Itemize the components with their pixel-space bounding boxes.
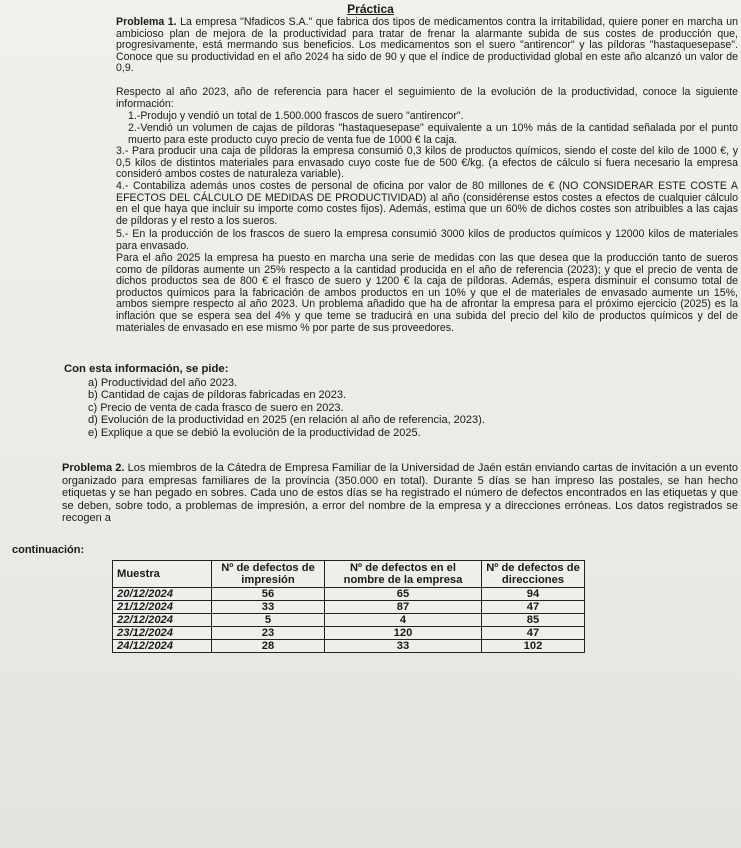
table-row — [113, 601, 585, 614]
problem-2-intro — [62, 462, 738, 525]
question-e: e) Explique a que se debió la evolución de la productividad de 2025. — [88, 426, 421, 439]
cell-name: 4 — [325, 614, 482, 627]
header-name-defects: Nº de defectos en el nombre de la empresa — [325, 561, 482, 588]
cell-print: 28 — [212, 640, 325, 653]
table-row — [113, 588, 585, 601]
info-item-1: 1.-Produjo y vendió un total de 1.500.000 frascos de suero "antirencor". — [128, 110, 464, 122]
problem-2-text: Los miembros de la Cátedra de Empresa Familiar de la Universidad de Jaén están enviando cartas de invitación a un evento organizado para empresas familiares de la provincia (350.000 en total). Durante 5 días se han impreso las postales, se han hecho etiquetas y se han pegado en sobres. Cada uno de estos días se ha registrado el número de defectos encontrados en las etiquetas y que se deben, sobre todo, a problemas de impresión, a error del nombre de la empresa y a direcciones erróneas. Los datos registrados se recogen a — [62, 462, 739, 525]
cell-name: 120 — [325, 627, 482, 640]
cell-address: 102 — [482, 640, 585, 653]
info-item-3: 3.- Para producir una caja de píldoras la empresa consumió 0,3 kilos de productos químicos, siendo el coste del kilo de 1000 €, y 0,5 kilos de distintos materiales para envasado cuyo coste fue de 500 €/kg. (a efectos de cálculo si fuera necesario la empresa consideró ambos costes de naturaleza variable). — [116, 145, 738, 181]
cell-print: 56 — [212, 588, 325, 601]
cell-date: 22/12/2024 — [113, 614, 212, 627]
cell-date: 23/12/2024 — [113, 627, 212, 640]
cell-name: 33 — [325, 640, 482, 653]
cell-print: 5 — [212, 614, 325, 627]
cell-name: 87 — [325, 601, 482, 614]
problem-1-intro — [116, 17, 738, 75]
question-b: b) Cantidad de cajas de píldoras fabricadas en 2023. — [88, 389, 347, 402]
continuation-label: continuación: — [12, 544, 85, 556]
problem-2-label: Problema 2. — [62, 462, 125, 474]
header-address-defects: Nº de defectos de direcciones — [482, 561, 585, 588]
header-sample: Muestra — [113, 561, 212, 588]
page-title: Práctica — [347, 2, 394, 16]
header-print-defects: Nº de defectos de impresión — [212, 561, 325, 588]
cell-address: 47 — [482, 627, 585, 640]
table-row — [113, 627, 585, 640]
defects-table — [112, 560, 585, 653]
table-row — [113, 614, 585, 627]
table-row — [113, 640, 585, 653]
question-d: d) Evolución de la productividad en 2025 (en relación al año de referencia, 2023). — [88, 414, 485, 427]
problem-1-label: Problema 1. — [116, 16, 177, 28]
table-header-row — [113, 561, 585, 588]
cell-date: 24/12/2024 — [113, 640, 212, 653]
cell-address: 94 — [482, 588, 585, 601]
info-item-5: 5.- En la producción de los frascos de suero la empresa consumió 3000 kilos de productos químicos y 12000 kilos de materiales para envasado. — [116, 228, 738, 252]
question-a: a) Productividad del año 2023. — [88, 377, 238, 389]
cell-date: 20/12/2024 — [113, 588, 212, 601]
questions-list — [88, 377, 708, 439]
reference-year-paragraph: Respecto al año 2023, año de referencia para hacer el seguimiento de la evolución de la productividad, conoce la siguiente información: — [116, 86, 738, 110]
cell-print: 23 — [212, 627, 325, 640]
info-item-4: 4.- Contabiliza además unos costes de personal de oficina por valor de 80 millones de € (NO CONSIDERAR ESTE COSTE A EFECTOS DEL CÁLCULO DE MEDIDAS DE PRODUCTIVIDAD) al año (considérense estos costes a efectos de cualquier cálculo en el que haya que incluir su importe como costes fijos). Además, estima que un 60% de dichos costes son atribuibles a las cajas de píldoras y el resto a los sueros. — [116, 180, 738, 227]
cell-date: 21/12/2024 — [113, 601, 212, 614]
cell-name: 65 — [325, 588, 482, 601]
cell-address: 85 — [482, 614, 585, 627]
year-2025-paragraph: Para el año 2025 la empresa ha puesto en marcha una serie de medidas con las que desea que la producción tanto de sueros como de píldoras aumente un 25% respecto a la cantidad producida en el año de referencia (2023); y que el precio de venta de dichos productos sea de 800 € el frasco de suero y 1200 € la caja de píldoras. Además, espera disminuir el consumo total de productos químicos para la fabricación de ambos productos en un 10% y que el de materiales de envasado aumente un 15%, ambos siempre respecto al año 2023. Un problema añadido que ha de afrontar la empresa para el próximo ejercicio (2025) es la inflación que se espera sea del 4% y que teme se traducirá en una subida del precio del kilo de productos químicos y del de materiales de envasado en ese mismo % por parte de sus proveedores. — [116, 252, 738, 334]
problem-1-text: La empresa "Nfadicos S.A." que fabrica dos tipos de medicamentos contra la irritabilidad, quiere poner en marcha un ambicioso plan de mejora de la productividad para tratar de frenar la alarmante subida de sus costes de producción que, progresivamente, está mermando sus beneficios. Los medicamentos son el suero "antirencor" y las píldoras "hastaquesepase". Conoce que su productividad en el año 2024 ha sido de 90 y que el índice de productividad global en este año alcanzó un valor de 0,9. — [116, 16, 738, 75]
info-item-2: 2.-Vendió un volumen de cajas de píldoras "hastaquesepase" equivalente a un 10% más de la cantidad señalada por el punto muerto para este producto cuyo precio de venta fue de 1000 € la caja. — [128, 122, 738, 146]
cell-address: 47 — [482, 601, 585, 614]
questions-heading: Con esta información, se pide: — [64, 363, 229, 375]
question-c: c) Precio de venta de cada frasco de suero en 2023. — [88, 401, 344, 414]
cell-print: 33 — [212, 601, 325, 614]
